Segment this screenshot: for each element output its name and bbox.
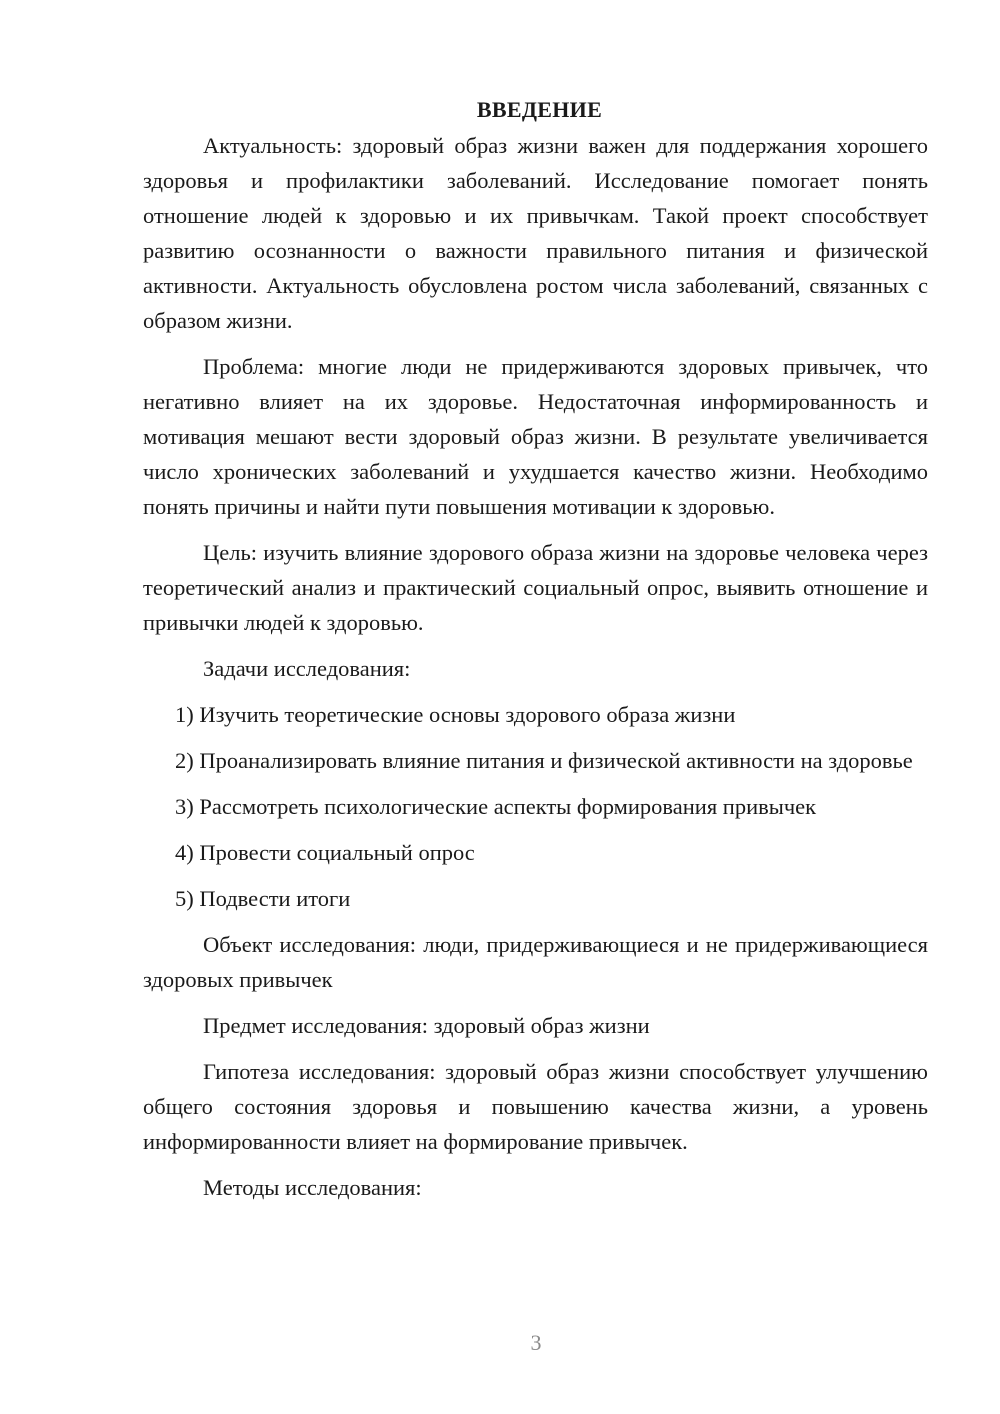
task-item: 4) Провести социальный опрос: [175, 840, 475, 865]
paragraph-relevance: Актуальность: здоровый образ жизни важен для поддержания хорошего здоровья и профилактики заболеваний. Исследование помогает понять отношение людей к здоровью и их привычкам. Такой проект способствует развитию осознанности о важности правильного питания и физической активности. Актуальность обусловлена ростом числа заболеваний, связанных с образом жизни.: [143, 133, 928, 333]
paragraph-problem: Проблема: многие люди не придерживаются здоровых привычек, что негативно влияет на их здоровье. Недостаточная информированность и мотивация мешают вести здоровый образ жизни. В результате увеличивается число хронических заболеваний и ухудшается качество жизни. Необходимо понять причины и найти пути повышения мотивации к здоровью.: [143, 354, 928, 519]
task-item: 3) Рассмотреть психологические аспекты формирования привычек: [175, 794, 817, 819]
methods-heading: Методы исследования:: [203, 1175, 422, 1200]
paragraph-object: Объект исследования: люди, придерживающиеся и не придерживающиеся здоровых привычек: [143, 932, 928, 992]
tasks-heading: Задачи исследования:: [203, 656, 411, 681]
task-item: 2) Проанализировать влияние питания и физической активности на здоровье: [175, 748, 913, 773]
task-item: 5) Подвести итоги: [175, 886, 351, 911]
paragraph-subject: Предмет исследования: здоровый образ жизни: [203, 1013, 650, 1038]
page-number: 3: [530, 1330, 542, 1355]
task-item: 1) Изучить теоретические основы здорового образа жизни: [175, 702, 736, 727]
paragraph-hypothesis: Гипотеза исследования: здоровый образ жизни способствует улучшению общего состояния здоровья и повышению качества жизни, а уровень информированности влияет на формирование привычек.: [143, 1059, 928, 1154]
page-title: ВВЕДЕНИЕ: [476, 97, 603, 122]
page-content: [143, 92, 928, 1216]
paragraph-goal: Цель: изучить влияние здорового образа жизни на здоровье человека через теоретический анализ и практический социальный опрос, выявить отношение и привычки людей к здоровью.: [143, 540, 928, 635]
